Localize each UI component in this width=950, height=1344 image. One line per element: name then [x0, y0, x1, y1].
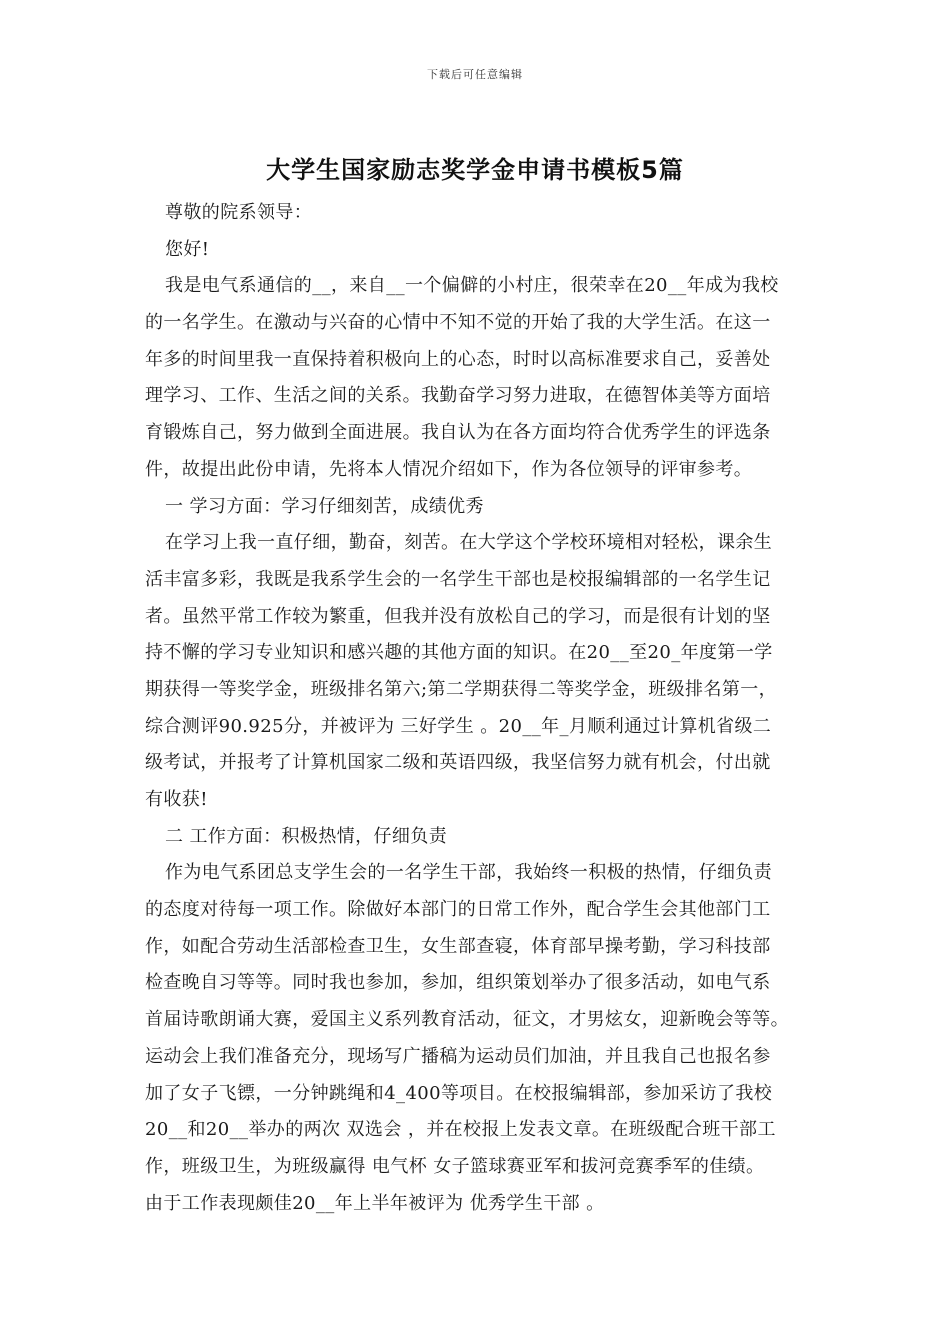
text-line: 理学习、工作、生活之间的关系。我勤奋学习努力进取，在德智体美等方面培	[145, 385, 771, 407]
text-line: 在学习上我一直仔细，勤奋，刻苦。在大学这个学校环境相对轻松，课余生	[165, 532, 773, 554]
text-line: 作，如配合劳动生活部检查卫生，女生部查寝，体育部早操考勤，学习科技部	[145, 935, 771, 957]
text-line: 年多的时间里我一直保持着积极向上的心态，时时以高标准要求自己，妥善处	[145, 348, 771, 370]
text-line: 您好!	[165, 238, 210, 260]
header-note: 下载后可任意编辑	[427, 68, 523, 81]
text-line: 者。虽然平常工作较为繁重，但我并没有放松自己的学习，而是很有计划的坚	[145, 605, 771, 627]
text-line: 的态度对待每一项工作。除做好本部门的日常工作外，配合学生会其他部门工	[145, 899, 771, 921]
document-title: 大学生国家励志奖学金申请书模板5篇	[266, 156, 684, 184]
text-line: 件，故提出此份申请，先将本人情况介绍如下，作为各位领导的评审参考。	[145, 458, 753, 480]
text-line: 我是电气系通信的__，来自__一个偏僻的小村庄，很荣幸在20__年成为我校	[165, 275, 779, 297]
text-line: 的一名学生。在激动与兴奋的心情中不知不觉的开始了我的大学生活。在这一	[145, 312, 771, 334]
text-line: 二 工作方面：积极热情，仔细负责	[165, 825, 448, 847]
text-line: 由于工作表现颇佳20__年上半年被评为 优秀学生干部 。	[145, 1192, 605, 1214]
text-line: 期获得一等奖学金，班级排名第六;第二学期获得二等奖学金，班级排名第一，	[145, 678, 778, 700]
text-line: 综合测评90.925分，并被评为 三好学生 。20__年_月顺利通过计算机省级二	[145, 715, 772, 737]
text-line: 一 学习方面：学习仔细刻苦，成绩优秀	[165, 495, 484, 517]
text-line: 尊敬的院系领导：	[165, 202, 313, 223]
text-line: 持不懈的学习专业知识和感兴趣的其他方面的知识。在20__至20_年度第一学	[145, 642, 773, 664]
text-line: 作，班级卫生，为班级赢得 电气杯 女子篮球赛亚军和拔河竞赛季军的佳绩。	[145, 1155, 765, 1177]
text-line: 首届诗歌朗诵大赛，爱国主义系列教育活动，征文，才男炫女，迎新晚会等等。	[145, 1009, 789, 1031]
document-body	[145, 195, 805, 1222]
text-line: 运动会上我们准备充分，现场写广播稿为运动员们加油，并且我自己也报名参	[145, 1045, 771, 1067]
text-line: 检查晚自习等等。同时我也参加，参加，组织策划举办了很多活动，如电气系	[145, 972, 771, 994]
text-line: 加了女子飞镖，一分钟跳绳和4_400等项目。在校报编辑部，参加采访了我校	[145, 1082, 773, 1104]
text-line: 育锻炼自己，努力做到全面进展。我自认为在各方面均符合优秀学生的评选条	[145, 422, 771, 444]
text-line: 20__和20__举办的两次 双选会 ，并在校报上发表文章。在班级配合班干部工	[145, 1119, 776, 1141]
text-line: 有收获!	[145, 789, 208, 810]
text-line: 级考试，并报考了计算机国家二级和英语四级，我坚信努力就有机会，付出就	[145, 752, 771, 774]
text-line: 活丰富多彩，我既是我系学生会的一名学生干部也是校报编辑部的一名学生记	[145, 568, 771, 590]
text-line: 作为电气系团总支学生会的一名学生干部，我始终一积极的热情，仔细负责	[165, 862, 773, 884]
